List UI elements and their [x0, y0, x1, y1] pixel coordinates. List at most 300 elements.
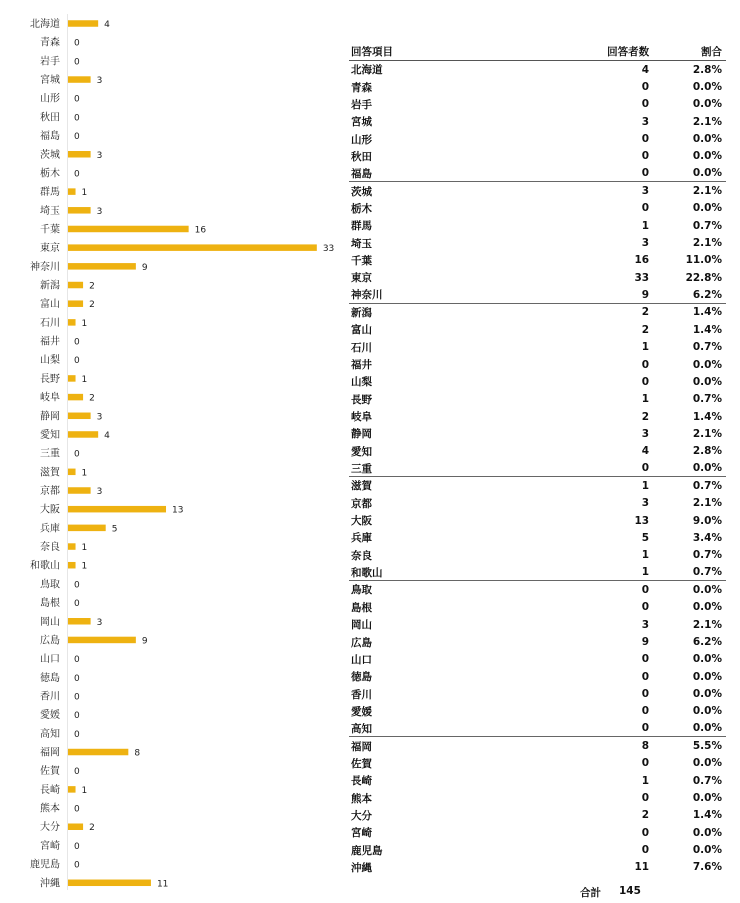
- cell-count: 2: [641, 809, 650, 822]
- data-label: 0: [74, 580, 80, 591]
- table-row: [349, 633, 726, 650]
- table-row: [349, 720, 726, 737]
- table-row: [349, 564, 726, 581]
- table-row: [349, 61, 726, 78]
- cell-ratio: 0.0%: [692, 722, 722, 735]
- cell-count: 0: [641, 167, 650, 180]
- cell-count: 4: [641, 63, 650, 76]
- bar: [68, 431, 98, 438]
- cell-count: 0: [641, 462, 650, 475]
- table-row: [349, 252, 726, 269]
- cell-item: 石川: [351, 341, 372, 354]
- bar: [68, 637, 136, 644]
- cell-count: 0: [641, 757, 650, 770]
- tick-label: 長野: [40, 373, 60, 385]
- table-row: [349, 165, 726, 182]
- bar: [68, 506, 166, 513]
- cell-count: 2: [641, 410, 650, 423]
- tick-label: 宮崎: [40, 840, 60, 852]
- bar: [68, 786, 76, 793]
- cell-ratio: 2.8%: [692, 63, 722, 76]
- total-value: 145: [619, 885, 641, 897]
- cell-ratio: 11.0%: [685, 254, 722, 267]
- header-ratio: 割合: [701, 45, 722, 58]
- cell-count: 1: [641, 393, 650, 406]
- cell-item: 兵庫: [351, 532, 372, 545]
- cell-item: 山形: [351, 133, 372, 146]
- bar: [68, 487, 91, 494]
- cell-item: 長崎: [351, 775, 372, 788]
- table-row: [349, 685, 726, 702]
- cell-count: 0: [641, 653, 650, 666]
- table-row: [349, 148, 726, 165]
- table-row: [349, 113, 726, 130]
- table-row: [349, 321, 726, 338]
- tick-label: 岐阜: [40, 392, 60, 404]
- data-label: 1: [81, 561, 88, 572]
- cell-count: 0: [641, 670, 650, 683]
- cell-item: 神奈川: [351, 289, 383, 302]
- data-label: 0: [74, 169, 80, 180]
- cell-ratio: 0.0%: [692, 705, 722, 718]
- cell-item: 福井: [351, 359, 372, 372]
- cell-count: 0: [641, 375, 650, 388]
- table-row: [349, 182, 726, 199]
- total-label: 合計: [580, 887, 601, 899]
- cell-count: 0: [641, 133, 650, 146]
- table-row: [349, 495, 726, 512]
- tick-label: 青森: [40, 37, 60, 49]
- cell-item: 福岡: [351, 740, 372, 753]
- tick-label: 広島: [40, 635, 60, 647]
- data-label: 1: [81, 374, 88, 385]
- cell-count: 11: [634, 861, 650, 874]
- cell-count: 0: [641, 792, 650, 805]
- cell-item: 奈良: [351, 549, 372, 562]
- data-label: 3: [96, 412, 103, 423]
- tick-label: 千葉: [40, 224, 60, 236]
- tick-label: 埼玉: [40, 205, 60, 217]
- cell-item: 長野: [351, 393, 372, 406]
- cell-item: 岡山: [351, 619, 372, 632]
- cell-count: 0: [641, 81, 650, 94]
- cell-ratio: 2.1%: [692, 618, 722, 631]
- table-row: [349, 824, 726, 841]
- cell-item: 宮城: [351, 116, 372, 129]
- table-row: [349, 373, 726, 390]
- table-row: [349, 96, 726, 113]
- cell-count: 3: [641, 618, 650, 631]
- data-label: 0: [74, 673, 80, 684]
- tick-label: 福島: [40, 131, 60, 143]
- cell-count: 8: [641, 740, 650, 753]
- tick-label: 群馬: [40, 187, 60, 199]
- tick-label: 高知: [40, 728, 60, 740]
- data-label: 0: [74, 337, 80, 348]
- cell-item: 香川: [351, 688, 372, 701]
- table-row: [349, 408, 726, 425]
- table-row: [349, 269, 726, 286]
- tick-label: 沖縄: [40, 878, 60, 890]
- tick-label: 石川: [40, 317, 60, 329]
- data-label: 0: [74, 655, 80, 666]
- cell-ratio: 0.0%: [692, 98, 722, 111]
- data-label: 4: [104, 430, 110, 441]
- data-label: 2: [89, 281, 95, 292]
- cell-item: 埼玉: [351, 237, 372, 250]
- cell-count: 3: [641, 115, 650, 128]
- tick-label: 大阪: [40, 504, 60, 516]
- cell-ratio: 2.8%: [692, 445, 722, 458]
- table-row: [349, 755, 726, 772]
- table-row: [349, 78, 726, 95]
- cell-item: 群馬: [351, 220, 372, 233]
- tick-label: 徳島: [40, 672, 60, 684]
- cell-item: 宮崎: [351, 827, 372, 840]
- table-row: [349, 304, 726, 321]
- cell-item: 新潟: [351, 306, 372, 319]
- cell-ratio: 0.0%: [692, 757, 722, 770]
- cell-ratio: 2.1%: [692, 237, 722, 250]
- header-count: 回答者数: [607, 45, 650, 58]
- table-row: [349, 200, 726, 217]
- tick-label: 三重: [40, 448, 60, 460]
- bar: [68, 282, 83, 289]
- cell-count: 33: [634, 271, 650, 284]
- cell-count: 1: [641, 219, 650, 232]
- table-header: [349, 42, 726, 61]
- tick-label: 愛媛: [40, 710, 60, 722]
- cell-ratio: 0.0%: [692, 462, 722, 475]
- data-label: 1: [81, 543, 88, 554]
- cell-ratio: 0.7%: [692, 549, 722, 562]
- bar: [68, 76, 91, 83]
- cell-item: 高知: [351, 722, 372, 735]
- tick-label: 滋賀: [40, 467, 60, 479]
- cell-ratio: 0.0%: [692, 826, 722, 839]
- cell-item: 大分: [351, 809, 372, 822]
- tick-label: 熊本: [40, 803, 60, 815]
- cell-ratio: 6.2%: [692, 288, 722, 301]
- cell-ratio: 3.4%: [692, 531, 722, 544]
- data-label: 2: [89, 393, 95, 404]
- cell-ratio: 0.7%: [692, 479, 722, 492]
- cell-count: 0: [641, 844, 650, 857]
- bar: [68, 207, 91, 214]
- tick-label: 島根: [40, 598, 60, 610]
- data-label: 1: [81, 785, 88, 796]
- cell-item: 岐阜: [351, 411, 372, 424]
- cell-ratio: 0.7%: [692, 566, 722, 579]
- cell-item: 和歌山: [351, 566, 383, 579]
- tick-label: 静岡: [40, 411, 60, 423]
- table-row: [349, 841, 726, 858]
- table-row: [349, 391, 726, 408]
- cell-item: 富山: [351, 324, 372, 337]
- tick-label: 愛知: [40, 429, 60, 441]
- cell-item: 鹿児島: [351, 844, 383, 857]
- cell-ratio: 5.5%: [692, 740, 722, 753]
- cell-item: 広島: [351, 636, 372, 649]
- tick-label: 奈良: [40, 542, 60, 554]
- cell-count: 5: [641, 531, 650, 544]
- cell-ratio: 1.4%: [692, 809, 722, 822]
- cell-item: 徳島: [351, 671, 372, 684]
- table-row: [349, 217, 726, 234]
- cell-ratio: 0.7%: [692, 219, 722, 232]
- bar: [68, 543, 76, 550]
- cell-item: 北海道: [351, 64, 383, 77]
- cell-ratio: 0.7%: [692, 393, 722, 406]
- tick-label: 宮城: [40, 75, 60, 87]
- table-row: [349, 339, 726, 356]
- cell-count: 0: [641, 150, 650, 163]
- cell-ratio: 0.0%: [692, 583, 722, 596]
- data-label: 3: [96, 76, 103, 87]
- cell-item: 鳥取: [351, 584, 372, 597]
- cell-item: 東京: [351, 272, 372, 285]
- cell-item: 佐賀: [351, 757, 372, 770]
- table-row: [349, 477, 726, 494]
- cell-ratio: 2.1%: [692, 185, 722, 198]
- data-label: 0: [74, 356, 80, 367]
- cell-item: 栃木: [351, 202, 372, 215]
- tick-label: 山梨: [40, 355, 60, 367]
- data-label: 0: [74, 94, 80, 105]
- cell-ratio: 6.2%: [692, 636, 722, 649]
- cell-ratio: 0.0%: [692, 844, 722, 857]
- table-row: [349, 737, 726, 754]
- tick-label: 秋田: [40, 112, 60, 124]
- cell-item: 熊本: [351, 792, 372, 805]
- table-row: [349, 668, 726, 685]
- table-row: [349, 807, 726, 824]
- bar: [68, 823, 83, 830]
- tick-label: 香川: [40, 691, 60, 703]
- table-row: [349, 529, 726, 546]
- table-row: [349, 234, 726, 251]
- bar: [68, 525, 106, 532]
- cell-ratio: 9.0%: [692, 514, 722, 527]
- bar: [68, 562, 76, 569]
- cell-count: 0: [641, 202, 650, 215]
- data-label: 8: [134, 748, 141, 759]
- data-label: 3: [96, 206, 103, 217]
- data-label: 11: [156, 879, 169, 890]
- cell-count: 3: [641, 185, 650, 198]
- bar: [68, 749, 128, 756]
- table-row: [349, 425, 726, 442]
- data-label: 0: [74, 113, 80, 124]
- cell-ratio: 0.0%: [692, 150, 722, 163]
- table-row: [349, 547, 726, 564]
- tick-label: 神奈川: [30, 261, 60, 273]
- data-label: 16: [194, 225, 207, 236]
- cell-ratio: 0.0%: [692, 792, 722, 805]
- tick-label: 大分: [40, 822, 60, 834]
- data-label: 0: [74, 38, 80, 49]
- tick-label: 富山: [40, 299, 60, 311]
- data-label: 9: [141, 262, 148, 273]
- cell-ratio: 0.7%: [692, 341, 722, 354]
- cell-ratio: 2.1%: [692, 497, 722, 510]
- cell-item: 福島: [351, 167, 372, 180]
- table-row: [349, 651, 726, 668]
- data-label: 0: [74, 692, 80, 703]
- cell-item: 千葉: [351, 254, 372, 267]
- bar: [68, 244, 317, 251]
- cell-ratio: 0.0%: [692, 653, 722, 666]
- cell-count: 3: [641, 497, 650, 510]
- cell-count: 3: [641, 427, 650, 440]
- bar: [68, 394, 83, 401]
- cell-count: 1: [641, 566, 650, 579]
- bar: [68, 226, 189, 233]
- cell-ratio: 0.0%: [692, 358, 722, 371]
- cell-item: 愛知: [351, 445, 372, 458]
- cell-count: 13: [634, 514, 650, 527]
- cell-item: 岩手: [351, 98, 372, 111]
- data-label: 1: [81, 468, 88, 479]
- data-label: 1: [81, 318, 88, 329]
- tick-label: 岡山: [40, 616, 60, 628]
- data-label: 0: [74, 804, 80, 815]
- cell-ratio: 0.0%: [692, 688, 722, 701]
- cell-count: 2: [641, 323, 650, 336]
- cell-item: 静岡: [351, 428, 372, 441]
- cell-ratio: 0.0%: [692, 375, 722, 388]
- cell-ratio: 0.0%: [692, 81, 722, 94]
- cell-count: 0: [641, 583, 650, 596]
- table-row: [349, 130, 726, 147]
- cell-count: 2: [641, 306, 650, 319]
- cell-ratio: 1.4%: [692, 410, 722, 423]
- cell-count: 0: [641, 601, 650, 614]
- cell-item: 三重: [351, 462, 372, 475]
- bar: [68, 375, 76, 382]
- cell-count: 1: [641, 549, 650, 562]
- table-row: [349, 512, 726, 529]
- cell-item: 京都: [351, 497, 372, 510]
- data-label: 0: [74, 767, 80, 778]
- table-body: [349, 61, 726, 876]
- tick-label: 兵庫: [40, 523, 60, 535]
- summary-table: [349, 42, 726, 876]
- tick-label: 新潟: [40, 280, 60, 292]
- cell-count: 9: [641, 636, 650, 649]
- prefecture-bar-chart: [0, 0, 350, 903]
- tick-label: 福岡: [40, 747, 60, 759]
- cell-count: 0: [641, 705, 650, 718]
- cell-count: 16: [634, 254, 650, 267]
- cell-ratio: 0.0%: [692, 133, 722, 146]
- bar: [68, 188, 76, 195]
- tick-label: 京都: [40, 486, 60, 497]
- cell-ratio: 2.1%: [692, 427, 722, 440]
- table-row: [349, 443, 726, 460]
- tick-label: 北海道: [30, 19, 60, 30]
- cell-count: 0: [641, 826, 650, 839]
- table-row: [349, 581, 726, 598]
- cell-ratio: 0.0%: [692, 167, 722, 180]
- cell-count: 0: [641, 722, 650, 735]
- data-label: 0: [74, 841, 80, 852]
- tick-label: 茨城: [40, 149, 60, 161]
- tick-label: 佐賀: [40, 766, 60, 778]
- cell-ratio: 7.6%: [692, 861, 722, 874]
- cell-ratio: 0.7%: [692, 774, 722, 787]
- tick-label: 和歌山: [30, 560, 60, 572]
- bar: [68, 151, 91, 158]
- bar: [68, 20, 98, 27]
- table-row: [349, 460, 726, 477]
- cell-ratio: 0.0%: [692, 670, 722, 683]
- table-row: [349, 703, 726, 720]
- tick-label: 山形: [40, 93, 60, 105]
- data-label: 3: [96, 617, 103, 628]
- data-label: 0: [74, 729, 80, 740]
- cell-item: 滋賀: [351, 480, 372, 493]
- cell-ratio: 1.4%: [692, 323, 722, 336]
- data-label: 4: [104, 20, 110, 30]
- data-label: 0: [74, 860, 80, 871]
- total-row: [580, 885, 641, 900]
- table-row: [349, 789, 726, 806]
- tick-label: 鳥取: [40, 579, 60, 591]
- table-row: [349, 616, 726, 633]
- data-label: 13: [172, 505, 184, 516]
- cell-item: 山口: [351, 653, 372, 666]
- data-label: 2: [89, 823, 95, 834]
- cell-count: 0: [641, 688, 650, 701]
- data-label: 0: [74, 711, 80, 722]
- cell-ratio: 1.4%: [692, 306, 722, 319]
- tick-label: 東京: [40, 243, 60, 255]
- data-label: 5: [111, 524, 118, 535]
- tick-label: 栃木: [40, 168, 60, 180]
- data-label: 0: [74, 132, 80, 143]
- data-label: 0: [74, 57, 80, 68]
- data-label: 0: [74, 449, 80, 460]
- cell-count: 4: [641, 445, 650, 458]
- bar: [68, 880, 151, 887]
- bar: [68, 263, 136, 270]
- cell-count: 3: [641, 237, 650, 250]
- table-row: [349, 286, 726, 303]
- table-row: [349, 859, 726, 876]
- table-row: [349, 599, 726, 616]
- data-label: 2: [89, 300, 95, 311]
- cell-item: 秋田: [351, 150, 372, 163]
- tick-label: 鹿児島: [30, 859, 60, 871]
- cell-item: 沖縄: [351, 861, 372, 874]
- cell-count: 1: [641, 774, 650, 787]
- bar: [68, 618, 91, 625]
- cell-count: 1: [641, 341, 650, 354]
- data-label: 33: [322, 244, 335, 255]
- data-label: 9: [141, 636, 148, 647]
- cell-count: 1: [641, 479, 650, 492]
- tick-label: 福井: [40, 336, 60, 348]
- data-label: 0: [74, 599, 80, 610]
- cell-ratio: 22.8%: [685, 271, 722, 284]
- cell-count: 0: [641, 358, 650, 371]
- cell-item: 山梨: [351, 376, 372, 389]
- bar: [68, 413, 91, 420]
- tick-label: 長崎: [40, 784, 60, 796]
- data-label: 3: [96, 487, 103, 497]
- cell-item: 大阪: [351, 515, 372, 528]
